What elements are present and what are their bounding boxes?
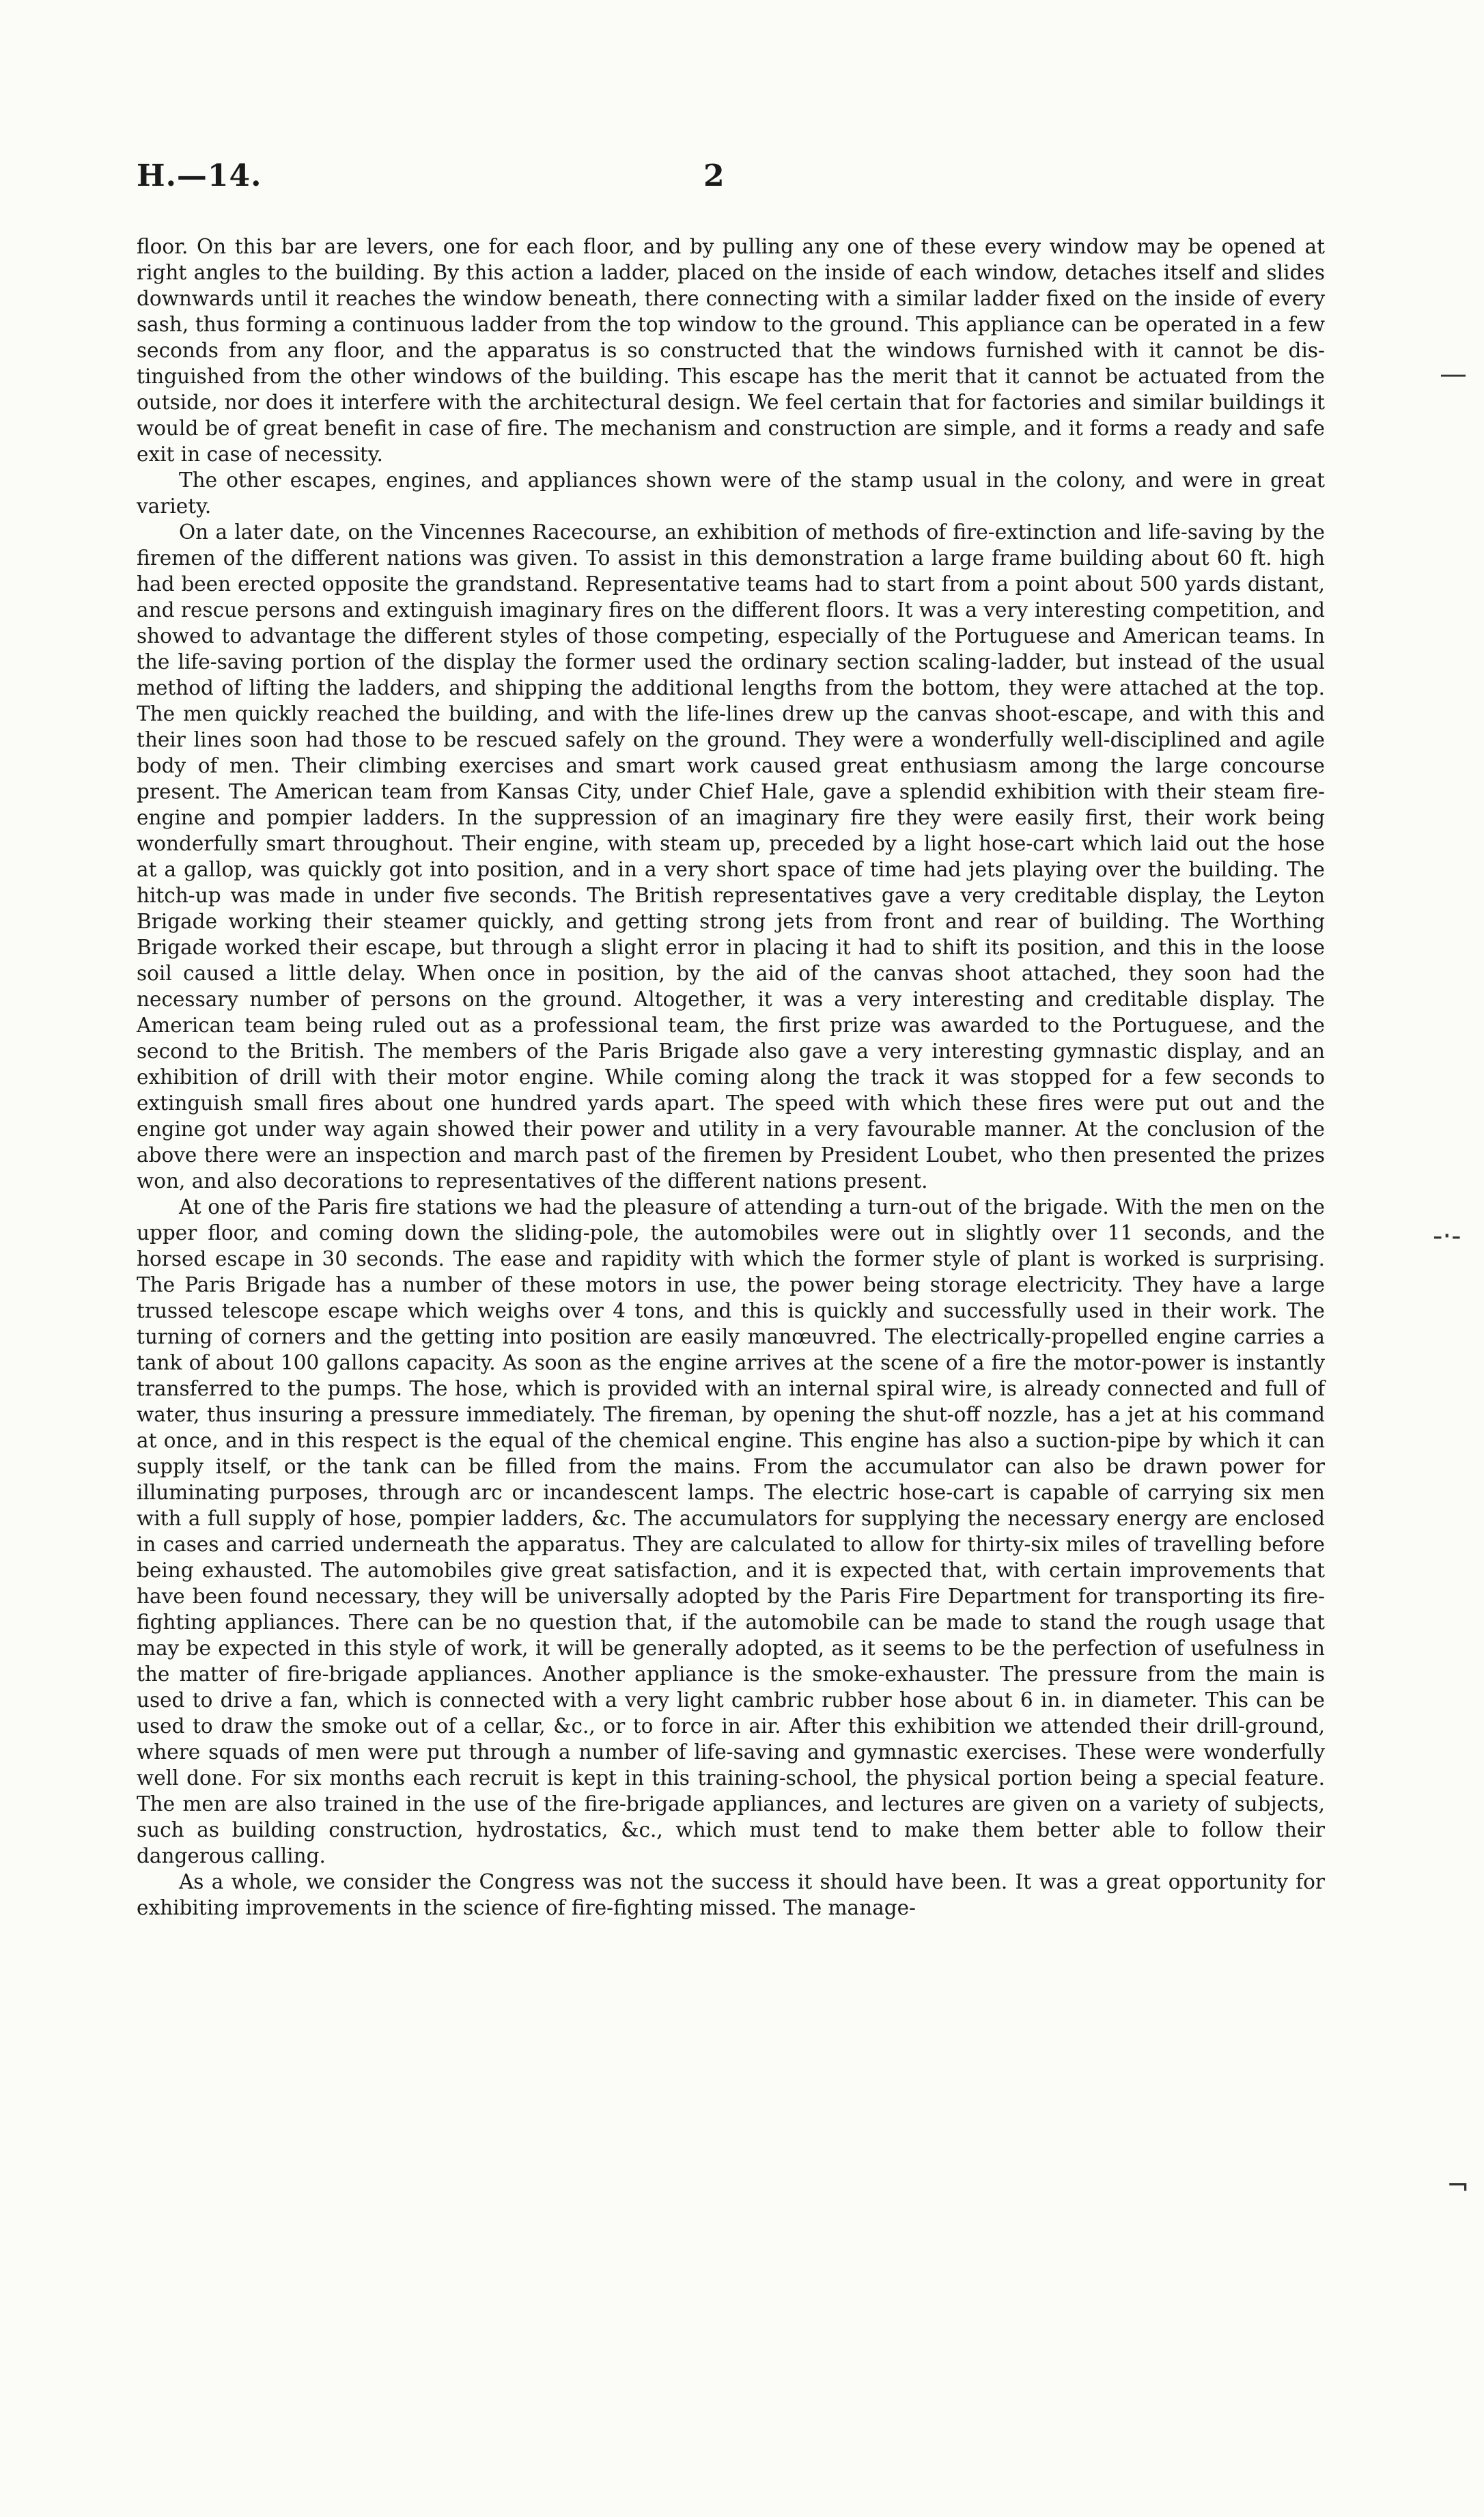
paragraph-congress-summary: As a whole, we consider the Congress was not the success it should have been. It was a great opportunity for exhibiting improvements in the science of fire-fighting missed. The manage- — [137, 1870, 1325, 1919]
margin-mark: ¬ — [1446, 2170, 1470, 2201]
paragraph-vincennes-exhibition: On a later date, on the Vincennes Racecourse, an exhibition of methods of fire-extinction and life-saving by the firemen of the different nations was given. To assist in this demonstration a large frame building about 60 ft. high had been erected opposite the grandstand. Representative teams had to start from a point about 500 yards distant, and rescue persons and extinguish imaginary fires on the different floors. It was a very interesting competition, and showed to advantage the different styles of those competing, especially of the Portuguese and American teams. In the life-saving portion of the display the former used the ordinary section scaling-ladder, but instead of the usual method of lifting the ladders, and shipping the additional lengths from the bottom, they were attached at the top. The men quickly reached the building, and with the life-lines drew up the canvas shoot-escape, and with this and their lines soon had those to be rescued safely on the ground. They were a wonderfully well-disciplined and agile body of men. Their climbing exercises and smart work caused great enthusiasm among the large concourse present. The American team from Kansas City, under Chief Hale, gave a splendid exhibition with their steam fire-engine and pompier ladders. In the suppression of an imaginary fire they were easily first, their work being wonderfully smart throughout. Their engine, with steam up, preceded by a light hose-cart which laid out the hose at a gallop, was quickly got into position, and in a very short space of time had jets playing over the building. The hitch-up was made in under five seconds. The British representatives gave a very creditable display, the Leyton Brigade working their steamer quickly, and getting strong jets from front and rear of building. The Worthing Brigade worked their escape, but through a slight error in placing it had to shift its position, and this in the loose soil caused a little delay. When once in position, by the aid of the canvas shoot attached, they soon had the necessary number of persons on the ground. Altogether, it was a very interesting and creditable display. The American team being ruled out as a professional team, the first prize was awarded to the Portuguese, and the second to the British. The members of the Paris Brigade also gave a very interesting gymnastic display, and an exhibition of drill with their motor engine. While coming along the track it was stopped for a few seconds to extinguish small fires about one hundred yards apart. The speed with which these fires were put out and the engine got under way again showed their power and utility in a very favourable manner. At the conclusion of the above there were an inspection and march past of the firemen by President Loubet, who then presented the prizes won, and also decorations to representatives of the different nations present. — [137, 520, 1325, 1193]
page-header — [137, 158, 1325, 213]
paragraph-window-ladder-escape: floor. On this bar are levers, one for each floor, and by pulling any one of these every window may be opened at right angles to the building. By this action a ladder, placed on the inside of each window, detaches itself and slides downwards until it reaches the window beneath, there connecting with a similar ladder fixed on the inside of every sash, thus forming a continuous ladder from the top window to the ground. This appliance can be operated in a few seconds from any floor, and the apparatus is so constructed that the windows furnished with it cannot be distinguished from the other windows of the building. This escape has the merit that it cannot be actuated from the outside, nor does it interfere with the architectural design. We feel certain that for factories and similar buildings it would be of great benefit in case of fire. The mechanism and construction are simple, and it forms a ready and safe exit in case of necessity. — [137, 235, 1325, 466]
margin-mark: — — [1440, 359, 1467, 390]
body-text — [137, 234, 1325, 1921]
page-number: 2 — [703, 158, 725, 193]
paragraph-paris-fire-station: At one of the Paris fire stations we had the pleasure of attending a turn-out of the brigade. With the men on the upper floor, and coming down the sliding-pole, the automobiles were out in slightly over 11 seconds, and the horsed escape in 30 seconds. The ease and rapidity with which the former style of plant is worked is surprising. The Paris Brigade has a number of these motors in use, the power being storage electricity. They have a large trussed telescope escape which weighs over 4 tons, and this is quickly and successfully used in their work. The turning of corners and the getting into position are easily manœuvred. The electrically-propelled engine carries a tank of about 100 gallons capacity. As soon as the engine arrives at the scene of a fire the motor-power is instantly transferred to the pumps. The hose, which is provided with an internal spiral wire, is already connected and full of water, thus insuring a pressure immediately. The fireman, by opening the shut-off nozzle, has a jet at his command at once, and in this respect is the equal of the chemical engine. This engine has also a suction-pipe by which it can supply itself, or the tank can be filled from the mains. From the accumulator can also be drawn power for illuminating purposes, through arc or incandescent lamps. The electric hose-cart is capable of carrying six men with a full supply of hose, pompier ladders, &c. The accumulators for supplying the necessary energy are enclosed in cases and carried underneath the apparatus. They are calculated to allow for thirty-six miles of travelling before being exhausted. The automobiles give great satisfaction, and it is expected that, with certain improvements that have been found necessary, they will be universally adopted by the Paris Fire Department for transporting its fire-fighting appliances. There can be no question that, if the automobile can be made to stand the rough usage that may be expected in this style of work, it will be generally adopted, as it seems to be the perfection of usefulness in the matter of fire-brigade appliances. Another appliance is the smoke-exhauster. The pressure from the main is used to drive a fan, which is connected with a very light cambric rubber hose about 6 in. in diameter. This can be used to draw the smoke out of a cellar, &c., or to force in air. After this exhibition we attended their drill-ground, where squads of men were put through a number of life-saving and gymnastic exercises. These were wonderfully well done. For six months each recruit is kept in this training-school, the physical portion being a special feature. The men are also trained in the use of the fire-brigade appliances, and lectures are given on a variety of subjects, such as building construction, hydrostatics, &c., which must tend to make them better able to follow their dangerous calling. — [137, 1195, 1325, 1867]
document-reference: H.—14. — [137, 158, 262, 193]
margin-mark: -·- — [1433, 1221, 1461, 1252]
paragraph-other-escapes: The other escapes, engines, and appliances shown were of the stamp usual in the colony, and were in great variety. — [137, 469, 1325, 518]
